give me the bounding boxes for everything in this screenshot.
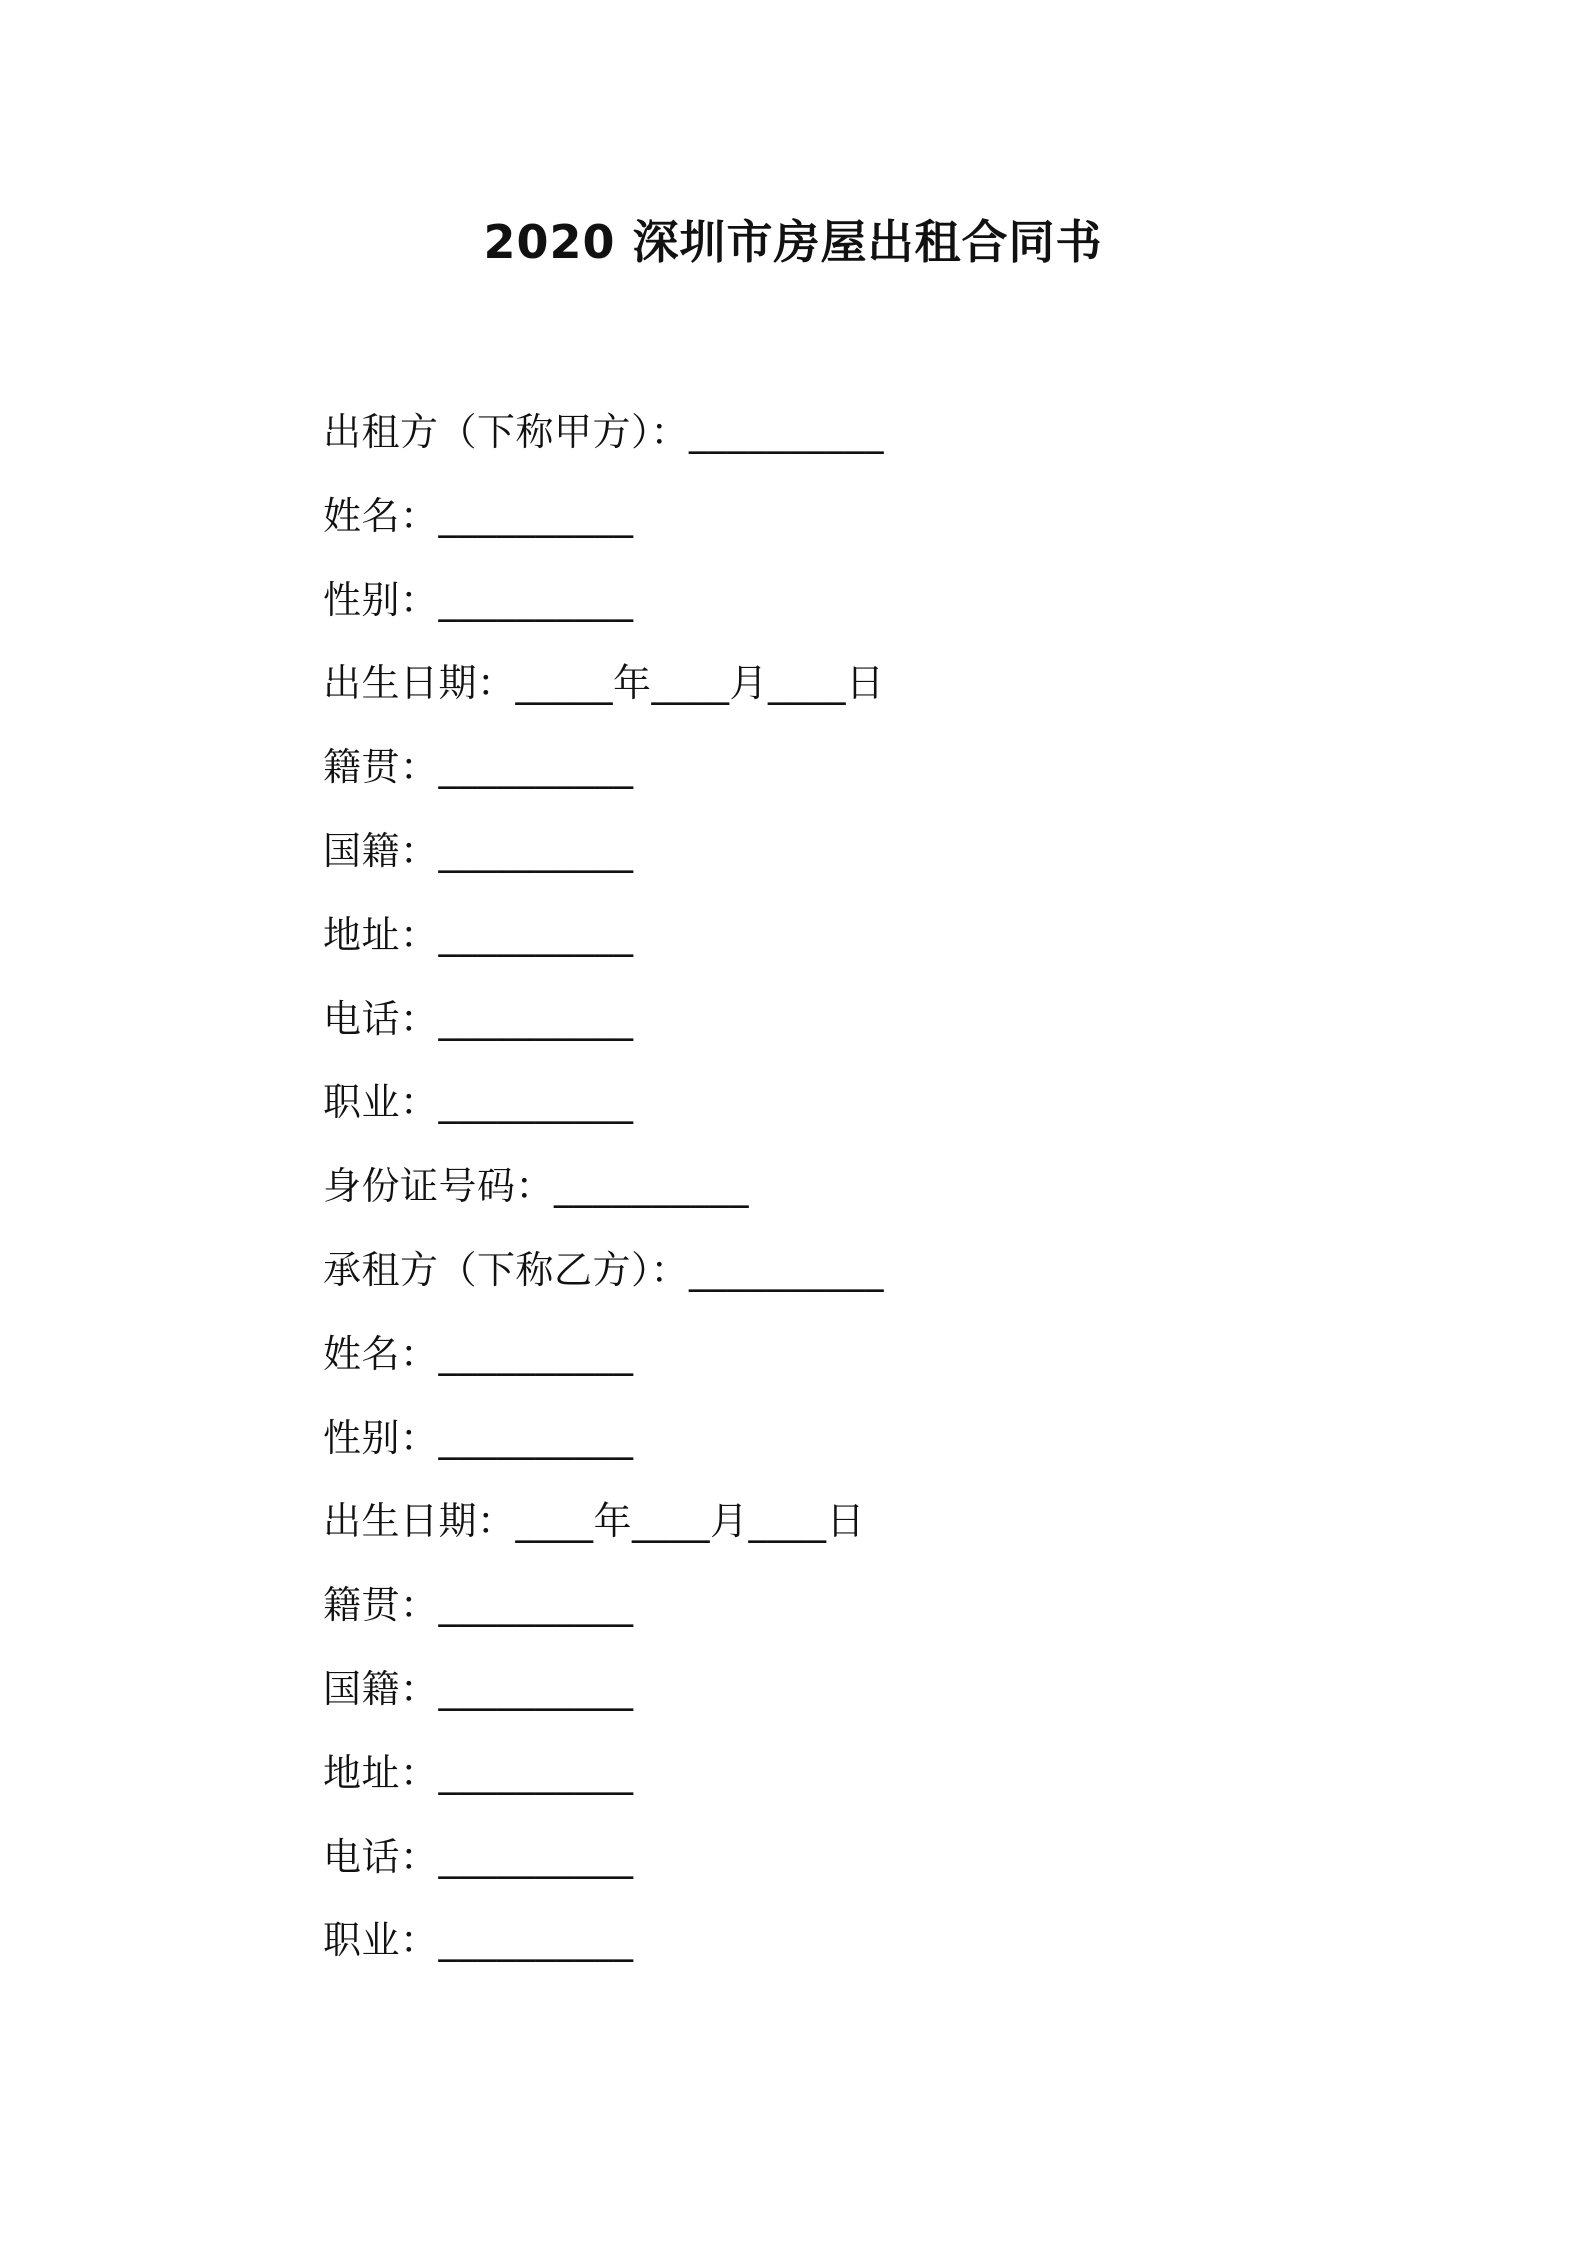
lessor-id-number-field: 身份证号码：__________ [323,1164,750,1209]
lessor-header: 出租方（下称甲方）：__________ [323,410,885,454]
lessee-native-place-field: 籍贯：__________ [323,1583,634,1628]
lessee-address-field: 地址：__________ [323,1750,634,1795]
lessee-phone-field: 电话：__________ [323,1834,634,1879]
lessee-birthdate-field: 出生日期：____年____月____日 [323,1499,866,1544]
lessor-nationality-field: 国籍：__________ [323,828,634,873]
lessee-gender-field: 性别：__________ [323,1415,634,1460]
lessor-gender-field: 性别：__________ [323,577,634,622]
lessor-phone-field: 电话：__________ [323,996,634,1041]
lessor-occupation-field: 职业：__________ [323,1080,634,1125]
lessee-name-field: 姓名：__________ [323,1331,634,1376]
lessee-nationality-field: 国籍：__________ [323,1666,634,1711]
lessor-name-field: 姓名：__________ [323,493,634,538]
lessor-native-place-field: 籍贯：__________ [323,745,634,790]
lessor-address-field: 地址：__________ [323,912,634,957]
lessor-birthdate-field: 出生日期：_____年____月____日 [323,661,885,706]
lessee-header: 承租方（下称乙方）：__________ [323,1247,885,1292]
document-title: 2020 深圳市房屋出租合同书 [483,215,1103,269]
form-fields [323,402,1423,1994]
lessee-occupation-field: 职业：__________ [323,1918,634,1963]
